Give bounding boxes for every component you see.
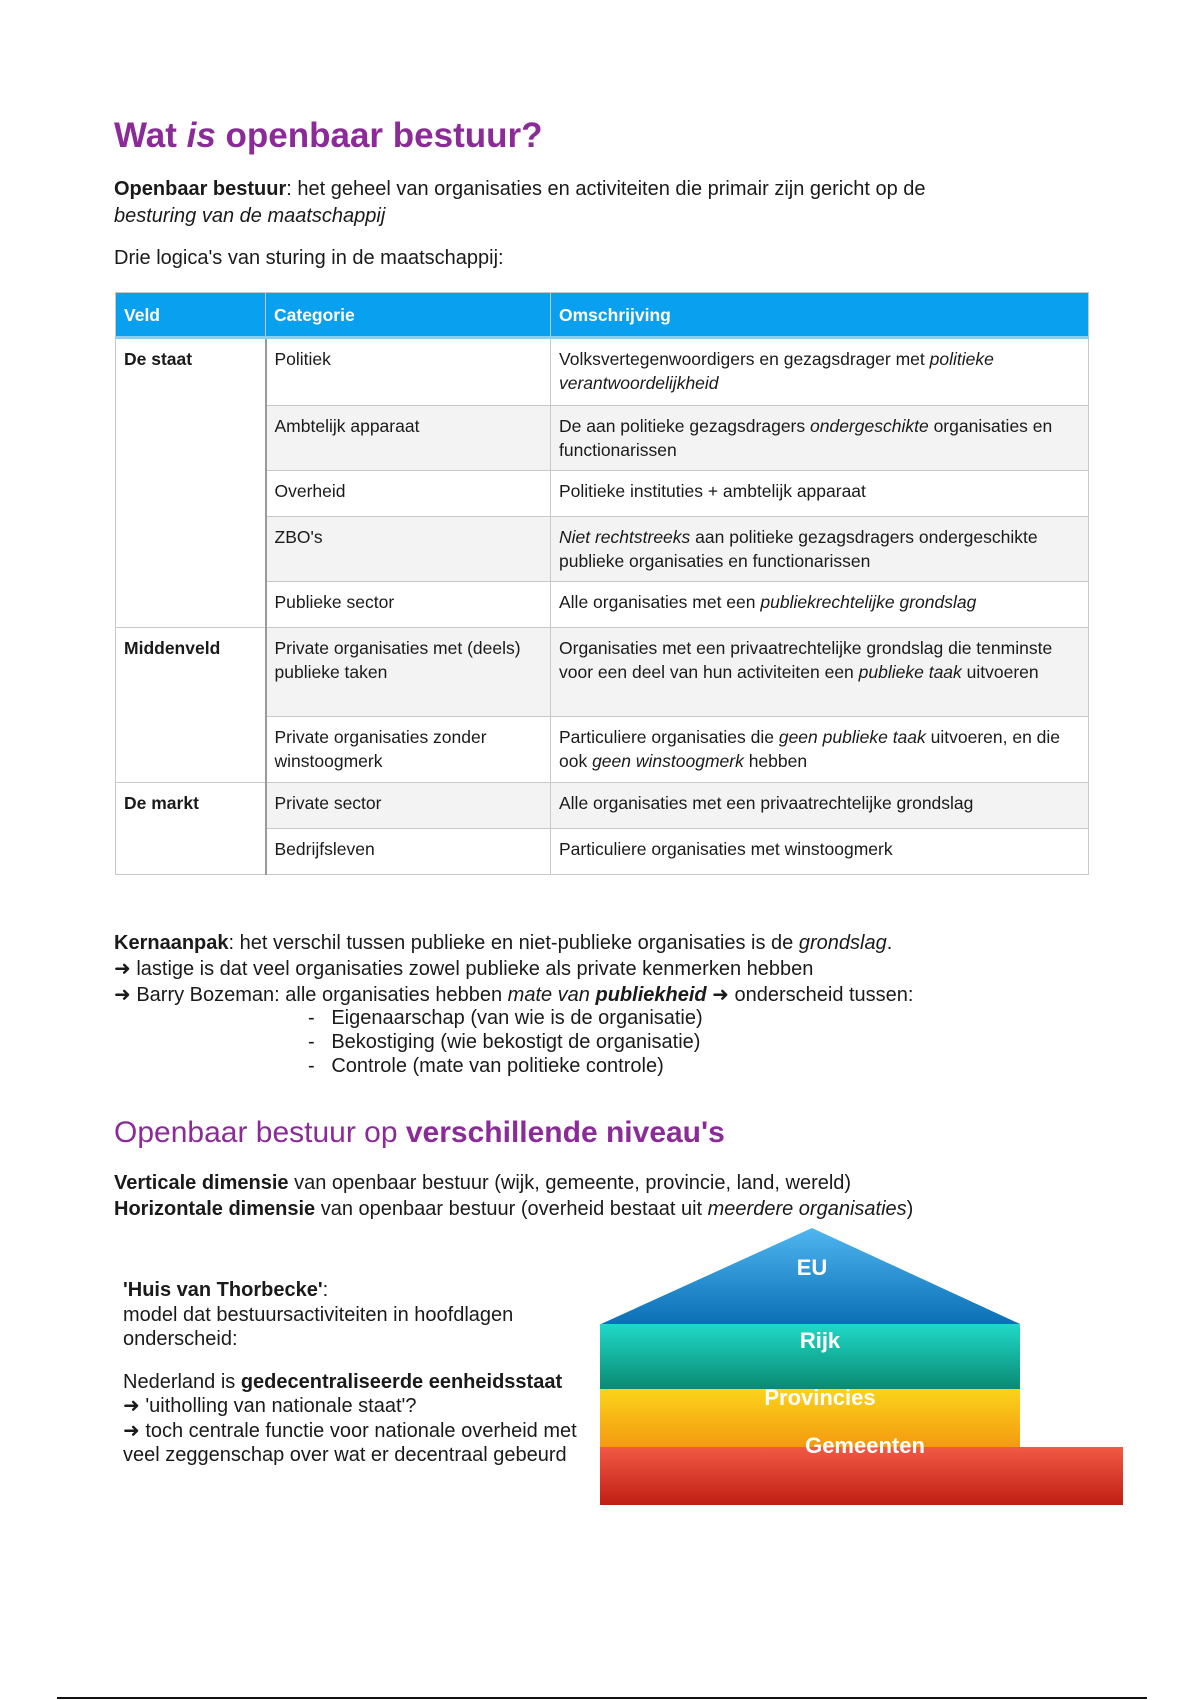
label-provincies: Provincies (764, 1385, 876, 1410)
omschrijving-cell: Organisaties met een privaatrechtelijke grondslag die tenminste voor een deel van hun activiteiten een publieke taak uitvoeren (551, 628, 1089, 717)
veld-cell: De staat (116, 338, 266, 628)
omschrijving-cell: De aan politieke gezagsdragers ondergeschikte organisaties en functionarissen (551, 406, 1089, 471)
header-veld: Veld (116, 293, 266, 338)
categorie-cell: Ambtelijk apparaat (266, 406, 551, 471)
categorie-cell: Private sector (266, 783, 551, 829)
omschrijving-cell: Particuliere organisaties die geen publieke taak uitvoeren, en die ook geen winstoogmerk hebben (551, 717, 1089, 783)
categorie-cell: Private organisaties zonder winstoogmerk (266, 717, 551, 783)
categorie-cell: Bedrijfsleven (266, 829, 551, 875)
omschrijving-cell: Niet rechtstreeks aan politieke gezagsdragers ondergeschikte publieke organisaties en functionarissen (551, 517, 1089, 582)
categorie-cell: ZBO's (266, 517, 551, 582)
page-title: Wat is openbaar bestuur? (114, 116, 543, 155)
definition: Openbaar bestuur: het geheel van organisaties en activiteiten die primair zijn gericht op de besturing van de maatschappij (114, 178, 926, 227)
list-item: - Controle (mate van politieke controle) (308, 1055, 664, 1077)
intro-text: Drie logica's van sturing in de maatschappij: (114, 247, 504, 269)
omschrijving-cell: Volksvertegenwoordigers en gezagsdrager met politieke verantwoordelijkheid (551, 338, 1089, 406)
list-item: - Bekostiging (wie bekostigt de organisatie) (308, 1031, 701, 1053)
categorie-cell: Publieke sector (266, 582, 551, 628)
header-categorie: Categorie (266, 293, 551, 338)
label-rijk: Rijk (799, 1328, 841, 1353)
label-gemeenten: Gemeenten (805, 1433, 925, 1458)
section-heading: Openbaar bestuur op verschillende niveau's (114, 1116, 725, 1149)
header-omschrijving: Omschrijving (551, 293, 1089, 338)
categorie-cell: Private organisaties met (deels) publieke taken (266, 628, 551, 717)
page-bottom-rule (57, 1697, 1147, 1699)
omschrijving-cell: Particuliere organisaties met winstoogmerk (551, 829, 1089, 875)
veld-cell: De markt (116, 783, 266, 875)
veld-cell: Middenveld (116, 628, 266, 783)
omschrijving-cell: Alle organisaties met een publiekrechtelijke grondslag (551, 582, 1089, 628)
label-eu: EU (796, 1255, 828, 1280)
omschrijving-cell: Politieke instituties + ambtelijk apparaat (551, 471, 1089, 517)
categorie-cell: Overheid (266, 471, 551, 517)
omschrijving-cell: Alle organisaties met een privaatrechtelijke grondslag (551, 783, 1089, 829)
kernaanpak: Kernaanpak: het verschil tussen publieke en niet-publieke organisaties is de grondslag. ➜ lastige is dat veel organisaties zowel publieke als private kenmerken hebben ➜ Barry Bozeman: alle organisaties hebben mate van publiekheid ➜ onderscheid tussen: (114, 932, 914, 1006)
list-item: - Eigenaarschap (van wie is de organisatie) (308, 1007, 703, 1029)
categorie-cell: Politiek (266, 338, 551, 406)
dimensions: Verticale dimensie van openbaar bestuur (wijk, gemeente, provincie, land, wereld) Horizontale dimensie van openbaar bestuur (overheid bestaat uit meerdere organisaties) (114, 1172, 914, 1220)
thorbecke-text: 'Huis van Thorbecke': model dat bestuursactiviteiten in hoofdlagen onderscheid: Nederland is gedecentraliseerde eenheidsstaat ➜ 'uitholling van nationale staat'? ➜ toch centrale functie voor nationale overheid met veel zeggenschap over wat er decentraal gebeurd (123, 1279, 577, 1466)
